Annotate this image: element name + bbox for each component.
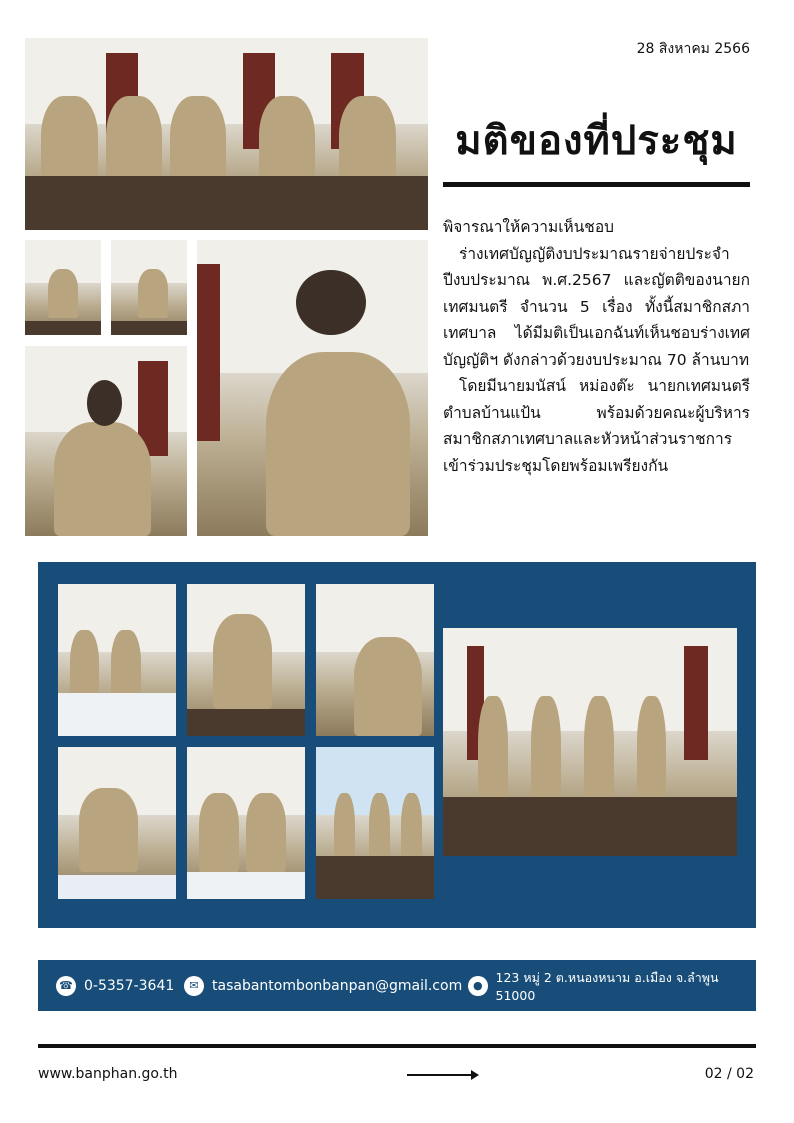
- contact-email: [184, 960, 462, 1011]
- date-text: 28 สิงหาคม 2566: [636, 41, 750, 57]
- photo-meeting-standing: [25, 38, 428, 230]
- email-text: tasabantombonbanpan@gmail.com: [212, 977, 463, 994]
- footer-divider: [38, 1044, 756, 1048]
- gallery-photo-voting: [443, 628, 737, 856]
- page-title: มติของที่ประชุม: [455, 118, 738, 164]
- photo-gallery-panel: [38, 562, 756, 928]
- article-body: [443, 214, 750, 479]
- paragraph-3: โดยมีนายมนัสน์ หม่องต๊ะ นายกเทศมนตรีตำบลบ้านแป้น พร้อมด้วยคณะผู้บริหาร สมาชิกสภาเทศบาลและหัวหน้าส่วนราชการ เข้าร่วมประชุมโดยพร้อมเพรียงกัน: [443, 377, 750, 475]
- gallery-photo-4: [58, 747, 176, 899]
- email-icon: ✉: [184, 976, 204, 996]
- phone-icon: ☎: [56, 976, 76, 996]
- location-pin-icon: ●: [468, 976, 488, 996]
- contact-address: [468, 960, 756, 1011]
- address-text: 123 หมู่ 2 ต.หนองหนาม อ.เมือง จ.ลำพูน 51000: [495, 970, 719, 1003]
- title-divider: [443, 182, 750, 187]
- page-number: 02 / 02: [704, 1066, 754, 1082]
- phone-text: 0-5357-3641: [84, 977, 175, 994]
- gallery-photo-6: [316, 747, 434, 899]
- paragraph-1: พิจารณาให้ความเห็นชอบ: [443, 218, 614, 236]
- gallery-photo-3: [316, 584, 434, 736]
- photo-official-reading: [197, 240, 428, 536]
- photo-official-left-2: [111, 240, 187, 335]
- paragraph-2: ร่างเทศบัญญัติงบประมาณรายจ่ายประจำปีงบประมาณ พ.ศ.2567 และญัตติของนายกเทศมนตรี จำนวน 5 เรื่อง ทั้งนี้สมาชิกสภาเทศบาล ได้มีมติเป็นเอกฉันท์เห็นชอบร่างเทศบัญญัติฯ ดังกล่าวด้วยงบประมาณ 70 ล้านบาท: [443, 244, 750, 369]
- contact-phone: [56, 960, 174, 1011]
- photo-official-left-1: [25, 240, 101, 335]
- gallery-photo-2: [187, 584, 305, 736]
- arrow-right-icon: [407, 1074, 477, 1076]
- contact-bar: [38, 960, 756, 1011]
- website-link[interactable]: www.banphan.go.th: [38, 1066, 178, 1082]
- gallery-photo-1: [58, 584, 176, 736]
- gallery-photo-5: [187, 747, 305, 899]
- photo-speaker-microphone: [25, 346, 187, 536]
